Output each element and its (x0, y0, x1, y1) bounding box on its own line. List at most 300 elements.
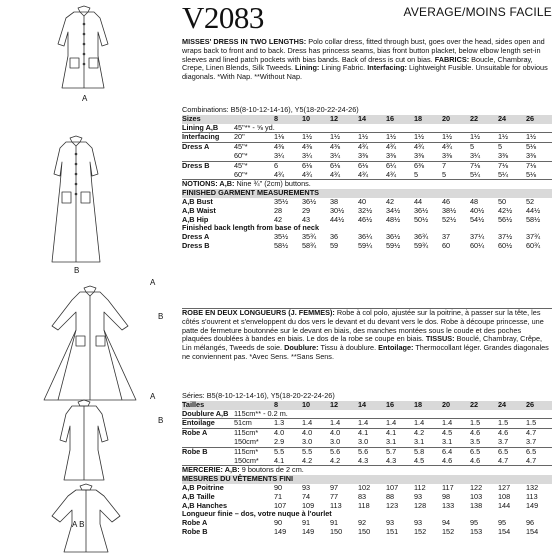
yardage-value: 6.4 (442, 447, 453, 456)
measurement-value: 123 (386, 501, 399, 510)
yardage-value: 3.5 (470, 437, 481, 446)
yardage-value: 5¼ (470, 170, 481, 179)
french-metrage-table (182, 392, 552, 537)
mercerie-line: MERCERIE: A,B: 9 boutons de 2 cm. (182, 465, 552, 475)
measurement-value: 102 (358, 483, 371, 492)
yardage-value: 6 (274, 161, 279, 170)
yardage-row (182, 438, 552, 447)
yardage-value: 7 (442, 161, 447, 170)
yardage-row (182, 171, 552, 180)
row-label (182, 457, 234, 466)
yardage-row (182, 419, 552, 429)
measurement-value: 42 (274, 215, 283, 224)
measurement-value: 60½ (498, 241, 513, 250)
yardage-value: 4¾ (330, 170, 341, 179)
row-label (182, 152, 234, 161)
caption-a-top: A (82, 94, 88, 103)
yardage-value: 4.0 (330, 428, 341, 438)
measurement-row (182, 484, 552, 493)
row-label: Interfacing (182, 132, 220, 142)
yardage-value: 3.0 (330, 437, 341, 446)
yardage-value: 1½ (414, 132, 425, 142)
caption-a-wide: A (150, 392, 156, 401)
measurement-value: 77 (330, 492, 339, 501)
row-label: Lining A,B (182, 123, 219, 132)
fabric-width: 45"* (234, 142, 248, 152)
measurement-value: 144 (498, 501, 511, 510)
measurement-value: 60 (442, 241, 451, 250)
yardage-value: 1.4 (414, 418, 425, 428)
yardage-value: 4.0 (274, 428, 285, 438)
measurement-value: 149 (302, 527, 315, 536)
row-label: Doublure A,B (182, 409, 229, 418)
measurement-value: 50½ (414, 215, 429, 224)
measurement-value: 154 (498, 527, 511, 536)
longueur-title: Longueur finie – dos, votre nuque à l'ourlet (182, 509, 332, 519)
measurement-label: Dress A (182, 233, 210, 242)
measurement-label: A,B Waist (182, 206, 216, 215)
english-yardage-table (182, 106, 552, 251)
measurement-value: 44½ (526, 206, 541, 215)
measurement-value: 36 (330, 233, 339, 242)
measurement-value: 29 (302, 206, 311, 215)
yardage-value: 3⅜ (414, 151, 425, 160)
size-header: 12 (330, 400, 339, 409)
size-header: 8 (274, 400, 279, 409)
measurement-value: 59½ (386, 241, 401, 250)
yardage-value: 5⅛ (526, 142, 537, 152)
measurement-label: Robe B (182, 527, 208, 536)
yardage-row (182, 410, 552, 419)
yardage-value: 3¼ (274, 151, 285, 160)
yardage-value: 1½ (386, 132, 397, 142)
measurement-value: 32½ (358, 206, 373, 215)
yardage-value: 4.3 (386, 456, 397, 465)
measurement-label: A,B Poitrine (182, 483, 224, 492)
measurement-value: 149 (274, 527, 287, 536)
yardage-row (182, 124, 552, 133)
yardage-value: 5 (442, 170, 447, 179)
measurement-value: 71 (274, 492, 283, 501)
measurement-value: 122 (470, 483, 483, 492)
size-header: 26 (526, 400, 535, 409)
measurement-value: 37¼ (470, 233, 485, 242)
size-header: 22 (470, 400, 479, 409)
measurement-value: 152 (414, 527, 427, 536)
measurement-value: 46 (442, 197, 451, 206)
measurement-value: 93 (386, 519, 395, 528)
yardage-value: 3.7 (498, 437, 509, 446)
measurement-value: 44½ (330, 215, 345, 224)
yardage-row (182, 161, 552, 170)
measurement-label: A,B Bust (182, 197, 213, 206)
yardage-value: 4¾ (274, 170, 285, 179)
measurement-value: 108 (498, 492, 511, 501)
measurement-value: 36½ (386, 233, 401, 242)
size-header: 16 (386, 400, 395, 409)
measurement-value: 132 (526, 483, 539, 492)
measurement-value: 34½ (386, 206, 401, 215)
yardage-value: 4⅜ (274, 142, 285, 152)
row-label: Dress A (182, 142, 210, 152)
size-header: 18 (414, 400, 423, 409)
size-header: 14 (358, 114, 367, 123)
measurement-value: 152 (442, 527, 455, 536)
size-header: 22 (470, 114, 479, 123)
series-line: Séries: B5(8-10-12-14-16), Y5(18-20-22-24-26) (182, 391, 335, 400)
yardage-row (182, 152, 552, 161)
size-header: 24 (498, 114, 507, 123)
caption-a-mid: A (150, 278, 156, 287)
measurement-value: 96 (526, 519, 535, 528)
measurement-value: 113 (330, 501, 342, 510)
yardage-value: 5 (414, 170, 419, 179)
header (180, 0, 556, 36)
measurement-value: 43 (302, 215, 311, 224)
yardage-value: 1½ (526, 132, 537, 142)
yardage-value: 1.5 (470, 418, 481, 428)
yardage-value: 4.1 (274, 456, 285, 465)
yardage-value: 5.5 (274, 447, 285, 456)
measurement-value: 40½ (470, 206, 485, 215)
size-header: 16 (386, 114, 395, 123)
size-header: 8 (274, 114, 279, 123)
yardage-value: 4¾ (414, 142, 425, 152)
fabric-width: 115cm* (234, 428, 259, 438)
row-label: Dress B (182, 161, 210, 170)
measurement-value: 48½ (386, 215, 401, 224)
size-header: 14 (358, 400, 367, 409)
fabric-width: 60"* (234, 151, 248, 160)
fabric-width: 115cm** - 0.2 m. (234, 408, 288, 418)
yardage-value: 4.2 (302, 456, 313, 465)
fabric-width: 45"** - ⅝ yd. (234, 122, 275, 132)
measurement-value: 30½ (330, 206, 345, 215)
yardage-value: 1½ (302, 132, 313, 142)
measurement-value: 154 (526, 527, 539, 536)
yardage-value: 4.0 (302, 428, 313, 438)
notions-line: NOTIONS: A,B: Nine ¾" (2cm) buttons. (182, 179, 552, 189)
yardage-value: 3⅜ (358, 151, 369, 160)
yardage-value: 1.4 (330, 418, 341, 428)
measurement-value: 88 (386, 492, 395, 501)
yardage-value: 3.0 (302, 437, 313, 446)
yardage-value: 1.4 (442, 418, 453, 428)
yardage-value: 3⅜ (442, 151, 453, 160)
yardage-value: 3.1 (442, 437, 453, 446)
measurement-value: 109 (302, 501, 315, 510)
difficulty-level: AVERAGE/MOINS FACILE (403, 5, 552, 19)
measurement-value: 107 (386, 483, 399, 492)
measurement-row (182, 233, 552, 242)
measurement-value: 103 (470, 492, 483, 501)
yardage-value: 4.1 (386, 428, 397, 438)
pattern-info-panel (180, 0, 556, 560)
yardage-value: 5.7 (386, 447, 397, 456)
sizes-label: Sizes (182, 114, 201, 123)
measurement-value: 133 (442, 501, 455, 510)
yardage-value: 4.7 (526, 456, 537, 465)
measurement-value: 74 (302, 492, 311, 501)
yardage-value: 1½ (498, 132, 509, 142)
measurement-value: 48 (470, 197, 479, 206)
size-header: 20 (442, 400, 451, 409)
yardage-value: 1⅛ (274, 132, 285, 142)
measurement-row (182, 198, 552, 207)
measurement-value: 153 (470, 527, 483, 536)
measurement-value: 107 (274, 501, 287, 510)
pattern-number: V2083 (182, 0, 264, 35)
yardage-value: 1½ (358, 132, 369, 142)
yardage-value: 4.2 (330, 456, 341, 465)
fabric-width: 115cm* (234, 447, 259, 456)
measurement-label: Robe A (182, 519, 208, 528)
yardage-value: 3⅜ (526, 151, 537, 160)
dress-back-wide-illustration (52, 484, 120, 552)
measurement-value: 37½ (498, 233, 513, 242)
yardage-value: 7⅛ (498, 161, 509, 170)
yardage-value: 5.6 (358, 447, 369, 456)
yardage-value: 4.6 (498, 428, 509, 438)
yardage-value: 4¾ (358, 170, 369, 179)
back-length-title: Finished back length from base of neck (182, 223, 320, 233)
yardage-value: 5⅛ (526, 170, 537, 179)
measurement-value: 128 (414, 501, 427, 510)
yardage-value: 6¼ (386, 161, 397, 170)
yardage-value: 3¼ (470, 151, 481, 160)
measurement-value: 38½ (442, 206, 457, 215)
measurement-value: 151 (386, 527, 399, 536)
yardage-value: 6.5 (526, 447, 537, 456)
yardage-value: 1½ (442, 132, 453, 142)
yardage-value: 4.6 (442, 456, 453, 465)
row-label: Robe A (182, 428, 208, 438)
fabric-width: 150cm* (234, 437, 259, 446)
yardage-row (182, 143, 552, 152)
yardage-value: 5 (498, 142, 503, 152)
yardage-value: 4¾ (386, 170, 397, 179)
measurement-value: 97 (330, 483, 339, 492)
yardage-value: 1½ (470, 132, 481, 142)
yardage-value: 1.3 (274, 418, 285, 428)
yardage-value: 6.5 (470, 447, 481, 456)
yardage-value: 4.3 (358, 456, 369, 465)
measurement-value: 150 (330, 527, 343, 536)
caption-ab-bottom: A B (72, 520, 85, 529)
yardage-value: 3.0 (358, 437, 369, 446)
measurement-row (182, 493, 552, 502)
measurement-value: 94 (442, 519, 451, 528)
yardage-value: 4.5 (442, 428, 453, 438)
dress-back-illustration (60, 400, 108, 480)
measurement-value: 37 (442, 233, 451, 242)
fabric-width: 60"* (234, 170, 248, 179)
sizes-label: Tailles (182, 400, 205, 409)
yardage-value: 3¼ (302, 151, 313, 160)
measurement-value: 56½ (498, 215, 513, 224)
fabric-width: 51cm (234, 418, 252, 428)
yardage-value: 5.6 (330, 447, 341, 456)
size-header: 26 (526, 114, 535, 123)
yardage-value: 4.6 (470, 456, 481, 465)
size-header: 24 (498, 400, 507, 409)
yardage-value: 6.5 (498, 447, 509, 456)
yardage-value: 3.1 (414, 437, 425, 446)
measurement-value: 118 (358, 501, 370, 510)
yardage-value: 4⅜ (302, 142, 313, 152)
yardage-value: 3⅜ (498, 151, 509, 160)
row-label (182, 171, 234, 180)
yardage-value: 6⅛ (358, 161, 369, 170)
yardage-value: 4.6 (470, 428, 481, 438)
yardage-value: 4.1 (358, 428, 369, 438)
measurement-value: 91 (330, 519, 339, 528)
measurement-value: 92 (358, 519, 367, 528)
measurement-row (182, 519, 552, 528)
yardage-value: 1.5 (498, 418, 509, 428)
measurement-value: 36¼ (358, 233, 373, 242)
measurement-value: 35½ (274, 197, 289, 206)
row-label: Robe B (182, 447, 208, 456)
combinations-line: Combinations: B5(8-10-12-14-16), Y5(18-20-22-24-26) (182, 105, 359, 114)
measurement-value: 59¼ (358, 241, 373, 250)
measurement-value: 35¾ (302, 233, 317, 242)
measurement-value: 95 (498, 519, 507, 528)
size-header: 12 (330, 114, 339, 123)
yardage-value: 6⅜ (414, 161, 425, 170)
size-header: 18 (414, 114, 423, 123)
measurement-value: 95 (470, 519, 479, 528)
yardage-value: 4¾ (358, 142, 369, 152)
measurement-value: 127 (498, 483, 511, 492)
finished-measurements-title: FINISHED GARMENT MEASUREMENTS (182, 189, 552, 198)
yardage-value: 1.4 (302, 418, 313, 428)
measurement-value: 58¾ (302, 241, 317, 250)
measurement-value: 36½ (414, 206, 429, 215)
measurement-row (182, 207, 552, 216)
fabric-width: 150cm* (234, 456, 259, 465)
measurement-value: 54½ (470, 215, 485, 224)
measurement-value: 91 (302, 519, 311, 528)
french-title: ROBE EN DEUX LONGUEURS (J. FEMMES): (182, 308, 335, 317)
measurement-label: A,B Hip (182, 215, 209, 224)
measurement-value: 50 (498, 197, 507, 206)
measurement-value: 150 (358, 527, 371, 536)
yardage-value: 5 (470, 142, 475, 152)
yardage-value: 1.5 (526, 418, 537, 428)
dress-a-front-illustration (58, 6, 108, 88)
yardage-value: 2.9 (274, 437, 285, 446)
caption-b-wide: B (158, 416, 164, 425)
english-description: MISSES' DRESS IN TWO LENGTHS: Polo collar dress, fitted through bust, goes over the head, sides open and wraps back to front and to back. Dress has princess seams, bias front button placket, below elbow length set-in sleeves and lined patch pockets with bias bands. Back of dress is cut on bias. FABRICS: Boucle, Chambray, Crepe, Linen Blends, Silk Tweeds. Lining: Lining Fabric. Interfacing: Lightweight Fusible. Unsuitable for obvious diagonals. *With Nap. **Without Nap. (182, 37, 548, 82)
caption-b-top: B (74, 266, 80, 275)
measurement-value: 36½ (302, 197, 317, 206)
yardage-row (182, 133, 552, 143)
measurement-value: 93 (414, 492, 423, 501)
measurement-label: Dress B (182, 241, 210, 250)
size-header: 20 (442, 114, 451, 123)
yardage-value: 4.2 (414, 428, 425, 438)
fabric-width: 45"* (234, 161, 248, 170)
measurement-value: 138 (470, 501, 483, 510)
row-label: Entoilage (182, 418, 215, 428)
measurement-value: 40 (358, 197, 367, 206)
french-description: ROBE EN DEUX LONGUEURS (J. FEMMES): Robe à col polo, ajustée sur la poitrine, à passer sur la tête, les côtés s'ouvrent et s'enveloppent du dos vers le devant et du devant vers le dos. Robe à découpe princesse, une patte de fermeture boutonnée sur le devant en biais, des manches montées sous le coude et des poches plaquées doublées à bandes en biais. Le dos de la robe se coupe en biais. TISSUS: Bouclé, Chambray, Crêpe, Lin mélangés, Tweeds de soie. Doublure: Tissu à doublure. Entoilage: Thermocollant léger. Grandes diagonales ne conviennent pas. *Avec Sens. **Sans Sens. (182, 308, 552, 362)
english-title: MISSES' DRESS IN TWO LENGTHS: (182, 37, 307, 46)
measurement-label: A,B Taille (182, 492, 215, 501)
yardage-value: 7⅛ (470, 161, 481, 170)
measurement-value: 52½ (442, 215, 457, 224)
measurement-value: 35½ (274, 233, 289, 242)
yardage-row (182, 457, 552, 466)
yardage-value: 4.5 (414, 456, 425, 465)
measurement-value: 60¼ (470, 241, 485, 250)
measurement-value: 58½ (274, 241, 289, 250)
measurement-value: 98 (442, 492, 451, 501)
measurement-value: 46½ (358, 215, 373, 224)
yardage-value: 6⅛ (330, 161, 341, 170)
yardage-value: 4⅜ (330, 142, 341, 152)
measurement-value: 90 (274, 519, 283, 528)
yardage-value: 7⅛ (526, 161, 537, 170)
measurement-value: 28 (274, 206, 283, 215)
row-label (182, 438, 234, 447)
yardage-value: 4¾ (386, 142, 397, 152)
yardage-value: 5¼ (498, 170, 509, 179)
yardage-value: 3.7 (526, 437, 537, 446)
measurement-value: 93 (302, 483, 311, 492)
measurement-row (182, 528, 552, 537)
measurement-value: 59 (330, 241, 339, 250)
yardage-value: 6⅛ (302, 161, 313, 170)
measurement-value: 117 (442, 483, 454, 492)
measurement-label: A,B Hanches (182, 501, 228, 510)
yardage-value: 4¾ (302, 170, 313, 179)
caption-b-mid: B (158, 312, 164, 321)
yardage-value: 4.7 (526, 428, 537, 438)
measurement-value: 36¾ (414, 233, 429, 242)
yardage-value: 5.8 (414, 447, 425, 456)
measurement-value: 60¾ (526, 241, 541, 250)
measurement-value: 44 (414, 197, 423, 206)
measurement-value: 37¾ (526, 233, 541, 242)
measurement-value: 83 (358, 492, 367, 501)
measurement-value: 42½ (498, 206, 513, 215)
measurement-value: 112 (414, 483, 426, 492)
yardage-value: 3⅜ (386, 151, 397, 160)
measurement-value: 52 (526, 197, 535, 206)
measurement-value: 90 (274, 483, 283, 492)
yardage-value: 3.1 (386, 437, 397, 446)
yardage-value: 4.7 (498, 456, 509, 465)
measurement-value: 42 (386, 197, 395, 206)
measurement-value: 149 (526, 501, 539, 510)
dress-wrapped-illustration (44, 286, 136, 400)
size-header: 10 (302, 400, 311, 409)
mesures-title: MESURES DU VÊTEMENTS FINI (182, 475, 552, 484)
measurement-value: 113 (526, 492, 538, 501)
yardage-value: 5.5 (302, 447, 313, 456)
yardage-row (182, 429, 552, 438)
yardage-value: 1.4 (358, 418, 369, 428)
yardage-row (182, 447, 552, 456)
measurement-row (182, 242, 552, 251)
dress-b-front-illustration (52, 136, 100, 262)
yardage-value: 3¼ (330, 151, 341, 160)
measurement-value: 59¾ (414, 241, 429, 250)
size-header: 10 (302, 114, 311, 123)
measurement-value: 93 (414, 519, 423, 528)
